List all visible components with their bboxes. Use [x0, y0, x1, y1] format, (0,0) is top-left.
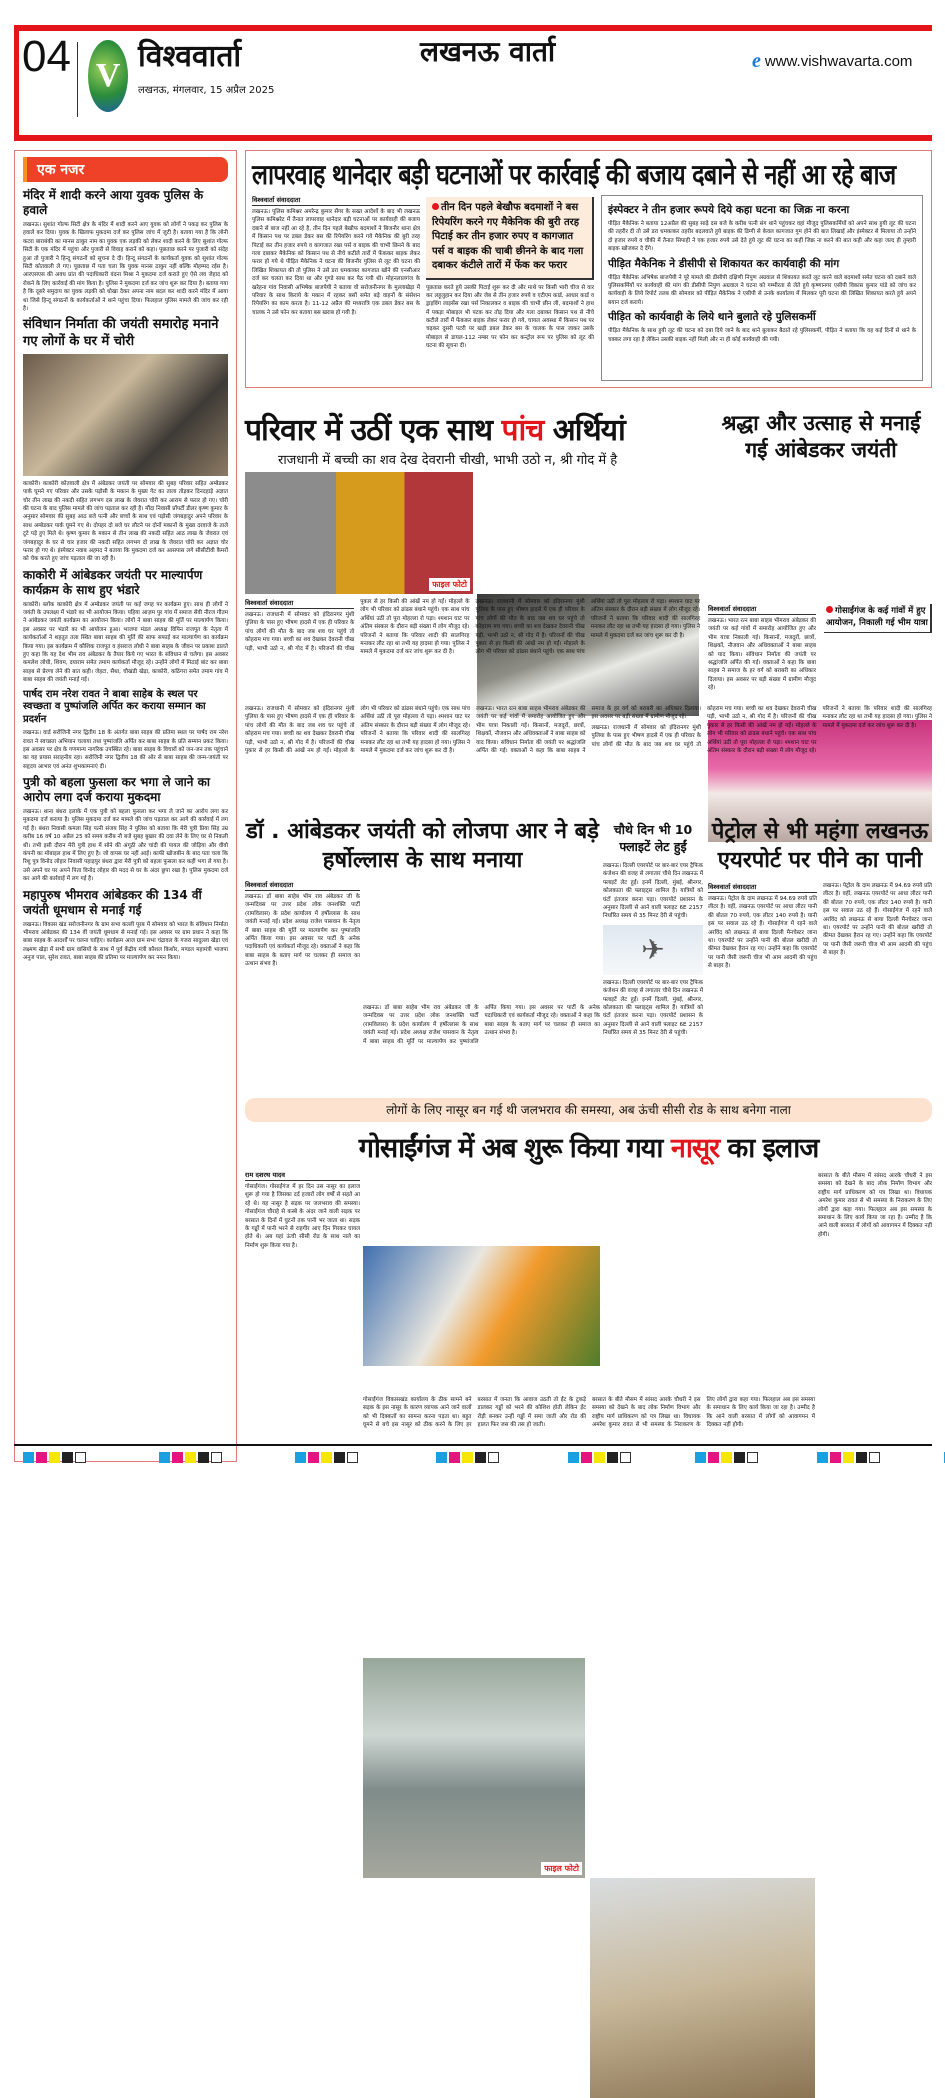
funeral-subheadline: राजधानी में बच्ची का शव देख देवरानी चीखी, भाभी उठो न, श्री गोद में है	[278, 453, 618, 468]
story-body: लखनऊ। दिल्ली एयरपोर्ट पर बार-बार एयर ट्रैफिक कंजेशन की वजह से लगातार चौथे दिन लखनऊ में फ्लाइटें लेट हुईं। इनमें दिल्ली, मुंबई, श्रीनगर, कोलकाता की फ्लाइट्स शामिल हैं। यात्रियों को घंटों इंतजार करना पड़ा। एयरपोर्ट प्रशासन के अनुसार दिल्ली से आने वाली फ्लाइट 6E 2157 निर्धारित समय से 35 मिनट देरी से पहुंची।	[603, 979, 703, 1037]
subheading: पीड़ित को कार्यवाही के लिये थाने बुलाते रहे पुलिसकर्मी	[608, 311, 816, 324]
story-body: बरसात के बीते मौसम में सांसद आरके चौधरी ने इस समस्या को देखने के बाद लोक निर्माण विभाग और राष्ट्रीय मार्ग प्राधिकरण को पत्र लिखा था। विधायक अमरेश कुमार रावत से भी समस्या के निराकरण के लिए लोगों द्वारा कहा गया। फिलहाल अब इस समस्या के समाधान के लिए कार्य किया जा रहा है। उम्मीद है कि आने वाली बरसात में लोगों को आवागमन में दिक्कत नहीं होगी।	[818, 1173, 932, 1238]
color-bar	[436, 1452, 499, 1463]
highlight-box	[824, 604, 932, 633]
story-body: लखनऊ। भारत रत्न बाबा साहब भीमराव अंबेडकर की जयंती पर कई गांवों में समारोह आयोजित हुए और भीम यात्रा निकाली गई। किसानों, मजदूरों, छात्रों, शिक्षकों, नौजवान और अधिवक्ताओं ने बाबा साहब को याद किया। संविधान निर्माता की जयंती पर श्रद्धांजलि अर्पित की गई। वक्ताओं ने कहा कि बाबा साहब ने समाज के हर वर्ग को बराबरी का अधिकार दिलाया। इस अवसर पर बड़ी संख्या में ग्रामीण मौजूद रहे।	[476, 706, 701, 754]
airplane-icon: ✈	[603, 925, 703, 975]
petrol-headline: पेट्रोल से भी महंगा लखनऊ एयरपोर्ट पर पीने का पानी	[711, 819, 929, 873]
photo-caption: फाइल फोटो	[541, 1862, 582, 1875]
story-body: लखनऊ। राजधानी में सोमवार को इंदिरानगर मुंशी पुलिया के पास हुए भीषण हादसे में एक ही परिवार के पांच लोगों की मौत के बाद जब शव घर पहुंचे तो कोहराम मच गया। बच्ची का शव देखकर देवरानी चीख पड़ी, भाभी उठो न, श्री गोद में है। परिजनों की चीख पुकार से हर किसी की आंखें नम हो गईं। मोहल्ले के लोग भी परिवार को ढांढस बंधाने पहुंचे। एक साथ पांच अर्थियां उठीं तो पूरा मोहल्ला रो पड़ा। श्मशान घाट पर अंतिम संस्कार के दौरान बड़ी संख्या में लोग मौजूद रहे। परिजनों ने बताया कि परिवार शादी की सालगिरह मनाकर लौट रहा था तभी यह हादसा हो गया। पुलिस ने मामले में मुकदमा दर्ज कर जांच शुरू कर दी है।	[591, 706, 932, 754]
byline: विश्ववार्ता संवाददाता	[708, 882, 817, 893]
highlight-text: गोसाईंगंज के कई गांवों में हुए आयोजन, निकाली गई भीम यात्रा	[826, 606, 928, 628]
funeral-headline: परिवार में उठीं एक साथ पांच अर्थियां	[245, 413, 625, 448]
story-body: काकोरी। ब्लॉक काकोरी क्षेत्र में अम्बेडकर जयंती पर कई जगह पर कार्यक्रम हुए। साथ ही लोगों ने जयंती के उपलक्ष्य में भंडारे का भी आयोजन किया। पहिया आज़म पुर गांव में समाज सेवी नीरज गौतम ने आंबेडकर जयंती कार्यक्रम का आयोजन किया। लोगों ने बाबा साहब की मूर्ति पर माल्यार्पण किया। इस अवसर पर भंडारे का भी आयोजन हुआ। भाजपा मंडल अध्यक्ष विपिन राजपूत के नेतृत्व में कार्यकर्ताओं ने शहतूत तला स्थित बाबा साहब की मूर्ति की साफ सफाई कर माल्यार्पण का कार्यक्रम किया गया। इस कार्यक्रम में कौशिक राजपूत व हंसराज लोधी ने बाबा साहब के जीवन पर प्रकाश डालते हुए कहा कि यह देश भीम राव अंबेडकर के तैयार किये गए भारत के संविधान से चलेगा। इस अवसर कमलेश लोधी, शिवम, दयाराम समेत तमाम कार्यकर्ता मौजूद रहे। उन्होंने लोगों में मिठाई बांट कर बाबा साहब से प्रेरणा लेने की बात कही। जेहटा, सैथा, चौखंडी खेड़ा, काकोरी, कठिंगरा समेत तमाम गांव में बाबा साहब की जयंती मनाई गई।	[23, 601, 228, 684]
byline: विश्ववार्ता संवाददाता	[708, 604, 816, 615]
story-body: गोसाईंगंज विकासखंड कार्यालय के ठीक सामने बने सड़क के इस नासूर के कारण व्यापक आने जाने वालों को भी दिक्कतों का सामना करना पड़ता था। बहुत घूमने से बचे इस नासूर को ठीक करने के लिए हर बरसात में जनता कि आवाज उठती तो ईंट के टुकड़े डालकर गड्ढों को भरने की कोशिश होती लेकिन ईंट रोड़ी बनकर उन्हीं गड्ढों में समा जाती और रोड की हालत फिर जस की तस हो जाती।	[363, 1397, 586, 1429]
bullet-icon	[432, 203, 439, 210]
road-photo	[590, 1878, 815, 2098]
story-body: गोसाईंगंज। गोसाईंगंज में हर दिन उस नासूर का इलाज शुरू हो गया है जिसका दर्द हजारों लोग वर्षों से सहते आ रहे थे। यह नासूर है सड़क पर जलभराव की समस्या। गोसाईंगंज चौराहे से कस्बे के अंदर जाने वाली सड़क पर बरसात के दिनों में घुटनों तक पानी भर जाता था। सड़क के गड्ढों में पानी भरने से राहगीर आए दिन गिरकर घायल होते थे। अब यहां ऊंची सीसी रोड के साथ नाले का निर्माण शुरू किया गया है।	[245, 1184, 360, 1249]
story-body: लखनऊ। विकास खंड सरोजनीनगर के ग्राम सभा कल्ली पूरब में सोमवार को भारत के संविधान निर्माता भीमराव आंबेडकर की 134 वीं जयंती धूमधाम से मनाई गई। इस अवसर पर ग्राम प्रधान ने कहा कि बाबा साहब के आदर्शों पर चलना चाहिए। कार्यक्रम आज ग्राम सभा चंद्रावल के गजरा सादुल्ला खेड़ा एवं लक्ष्मण खेड़ा में सभी ग्राम वासियों के साथ में पूर्व केंद्रीय मंत्री कौशल किशोर, मण्डल महामंत्री भाजपा अनुज पाल, सुरेश रावत, बाबा साहब की प्रतिमा पर माल्यार्पण कर नमन किया।	[23, 921, 228, 962]
byline: विश्ववार्ता संवाददाता	[252, 195, 420, 206]
page-number: 04	[22, 32, 71, 81]
story-body: लखनऊ। सुशांत गोल्फ सिटी क्षेत्र के मंदिर में शादी करने आए युवक को लोगों ने पकड़ कर पुलिस के हवाले कर दिया। युवक के खिलाफ मुकदमा दर्ज कर पुलिस जांच में जुटी है। बताया गया है कि लोनी कटरा बाराबंकी का मानस ठाकुर नाम का युवक एक लड़की को लेकर शादी करने के लिए सुशांत गोल्फ सिटी के एक मंदिर में पहुंचा और पुजारी से विवाह कराने को कहा। पूछताछ करने पर पुजारी को संदेह हुआ तो पुजारी ने हिन्दू संगठनों को सूचना दे दी। हिन्दू संगठनों के कार्यकर्ता युवक को सुशांत गोल्फ सिटी कोतवाली ले गए। पूछताछ में पता चला कि युवक मानस ठाकुर नहीं बल्कि मोहम्मद रईस है। आरएसएस की अवध प्रांत की पदाधिकारी वंदना मिश्रा ने मुकदमा दर्ज कराते हुए ऐसे लव जेहाद को रोकने के लिए कार्रवाई की मांग किया है। पुलिस ने मुकदमा दर्ज कर जांच शुरू कर दिया है। बताया गया है कि दूसरे समुदाय का युवक लड़की को धोखा देकर अपना नाम बदल कर शादी करने मंदिर में आया था जिसे हिन्दू संगठनों के कार्यकर्ताओं ने थाने पहुंचा दिया। फिलहाल पुलिस मामले की जांच कर रही है।	[23, 222, 228, 312]
color-bar	[817, 1452, 880, 1463]
page-bottom-rule	[14, 1444, 932, 1446]
byline: विश्ववार्ता संवाददाता	[245, 880, 360, 891]
ambedkar-headline: श्रद्धा और उत्साह से मनाई गई आंबेडकर जयंती	[721, 411, 921, 463]
color-bar	[695, 1452, 758, 1463]
anniversary-photo	[245, 472, 473, 594]
highlight-text: तीन दिन पहले बेखौफ बदमाशों ने बस रिपेयरिंग करने गए मैकेनिक की बुरी तरह पिटाई कर तीन हजार रुपए व कागजात पर्स व बाइक की चाबी छीनने के बाद गला दबाकर कंटीले तारों में फेंक कर फरार	[432, 202, 584, 271]
story-body: लखनऊ। दिल्ली एयरपोर्ट पर बार-बार एयर ट्रैफिक कंजेशन की वजह से लगातार चौथे दिन लखनऊ में फ्लाइटें लेट हुईं। इनमें दिल्ली, मुंबई, श्रीनगर, कोलकाता की फ्लाइट्स शामिल हैं। यात्रियों को घंटों इंतजार करना पड़ा। एयरपोर्ट प्रशासन के अनुसार दिल्ली से आने वाली फ्लाइट 6E 2157 निर्धारित समय से 35 मिनट देरी से पहुंची।	[603, 863, 703, 920]
photo-caption: फाइल फोटो	[429, 578, 470, 591]
highlight-box	[426, 197, 594, 280]
gosaiganj-headline: गोसाईंगंज में अब शुरू किया गया नासूर का इलाज	[358, 1133, 819, 1164]
subheading: पीड़ित मैकेनिक ने डीसीपी से शिकायत कर कार्यवाही की मांग	[608, 257, 840, 270]
paper-title: विश्ववार्ता	[138, 39, 242, 74]
website-url[interactable]: www.vishwavarta.com	[764, 53, 913, 70]
story-body: पीड़ित मैकेनिक ने बताया 12अप्रैल की सुबह साढ़े दस बजे के करीब पत्नी संग थाने पहुंचकर वहां मौजूद पुलिसकर्मियों को अपने साथ हुयी लूट की घटना की तहरीर दी तो उसे डरा धमकाकर तहरीर बदलवाते हुये बाइक की डिग्गी से केवल कागजात गुम होने की बात लिखाई और इंस्पेक्टर से मिलाया तो उन्होंने दो हजार रुपये व चौकी में तैनात सिपाही ने एक हजार रुपये उसे देते हुये लूट की घटना का कहीं जिक्र ना करने की बात कही और कहा जल्द ही तुम्हारी बाइक खोजकर दे देंगे।	[608, 221, 916, 253]
story-body: लखनऊ। वार्ड सरोजिनी नगर द्वितीय 18 के अंतर्गत बाबा साहब की प्रतिमा स्थल पर पार्षद राम नरेश रावत ने स्वच्छता अभियान चलाया तथा पुष्पांजलि अर्पित कर बाबा साहब के प्रति सम्मान प्रकट किया। इस अवसर पर क्षेत्र के गणमान्य नागरिक उपस्थित रहे। बाबा साहब के विचारों को जन-जन तक पहुंचाने का यह प्रयास सराहनीय रहा। सरोजिनी नगर द्वितीय 18 की ओर से बाबा साहब की जन्म-जयंती पर सहृदय आभार एवं अनंत शुभकामनाएं दी।	[23, 730, 228, 770]
story-body: लखनऊ। डॉ बाबा साहेब भीम राव अंबेडकर जी के जन्मदिवस पर उत्तर प्रदेश लोक जनशक्ति पार्टी (रामविलास) के प्रदेश कार्यालय में हर्षोल्लास के साथ जयंती मनाई गई। प्रदेश अध्यक्ष राजेश पासवान के नेतृत्व में बाबा साहब की मूर्ति पर माल्यार्पण कर पुष्पांजलि अर्पित किया गया। इस अवसर पर पार्टी के अनेक पदाधिकारी एवं कार्यकर्ता मौजूद रहे। वक्ताओं ने कहा कि बाबा साहब के बताए मार्ग पर चलकर ही समाज का उत्थान संभव है।	[245, 894, 360, 968]
ljp-photo	[363, 1246, 600, 1366]
flights-headline: चौथे दिन भी 10 फ्लाइटें लेट हुईं	[613, 822, 693, 854]
story-body: लखनऊ। डॉ बाबा साहेब भीम राव अंबेडकर जी के जन्मदिवस पर उत्तर प्रदेश लोक जनशक्ति पार्टी (रामविलास) के प्रदेश कार्यालय में हर्षोल्लास के साथ जयंती मनाई गई। प्रदेश अध्यक्ष राजेश पासवान के नेतृत्व में बाबा साहब की मूर्ति पर माल्यार्पण कर पुष्पांजलि अर्पित किया गया। इस अवसर पर पार्टी के अनेक पदाधिकारी एवं कार्यकर्ता मौजूद रहे। वक्ताओं ने कहा कि बाबा साहब के बताए मार्ग पर चलकर ही समाज का उत्थान संभव है।	[363, 1005, 600, 1045]
story-headline: पुत्री को बहला फुसला कर भगा ले जाने का आरोप लगा दर्ज कराया मुकदमा	[23, 775, 210, 805]
story-body: लखनऊ। राजधानी में सोमवार को इंदिरानगर मुंशी पुलिया के पास हुए भीषण हादसे में एक ही परिवार के पांच लोगों की मौत के बाद जब शव घर पहुंचे तो कोहराम मच गया। बच्ची का शव देखकर देवरानी चीख पड़ी, भाभी उठो न, श्री गोद में है। परिजनों की चीख पुकार से हर किसी की आंखें नम हो गईं। मोहल्ले के लोग भी परिवार को ढांढस बंधाने पहुंचे। एक साथ पांच अर्थियां उठीं तो पूरा मोहल्ला रो पड़ा। श्मशान घाट पर अंतिम संस्कार के दौरान बड़ी संख्या में लोग मौजूद रहे। परिजनों ने बताया कि परिवार शादी की सालगिरह मनाकर लौट रहा था तभी यह हादसा हो गया। पुलिस ने मामले में मुकदमा दर्ज कर जांच शुरू कर दी है।	[475, 599, 700, 656]
browser-icon: e	[752, 50, 761, 72]
byline: राम दशरथ यादव	[245, 1170, 360, 1181]
color-bar	[568, 1452, 631, 1463]
bullet-icon	[826, 606, 833, 613]
story-headline: काकोरी में आंबेडकर जयंती पर माल्यार्पण कार्यक्रम के साथ हुए भंडारे	[23, 567, 203, 597]
lead-headline: लापरवाह थानेदार बड़ी घटनाओं पर कार्रवाई की बजाय दबाने से नहीं आ रहे बाज	[252, 158, 896, 191]
story-body: लखनऊ। पुलिस कमिश्नर अमरेन्द्र कुमार सेंगर के सख्त आदेशों के बाद भी लखनऊ पुलिस कमिश्नरेट में तैनात लापरवाह थानेदार बड़ी घटनाओं पर कार्यवाही की बजाय दबाने से बाज नहीं आ रहे है, तीन दिन पहले बेखौफ बदमाशों ने बिजनौर थाना क्षेत्र में किसान पथ पर डबल डेकर बस की रिपेयरिंग करने गये मैकेनिक की बुरी तरह पिटाई कर तीन हजार रुपये व कागजात रखा पर्स व बाइक की चाभी छिनने के बाद गला दबाकर मैकेनिक को किसान पथ से नीचे कटीले तारों में फेंककर बाइक लेकर फरार हो गये थे पीड़ित मैकेनिक ने घटना की बिजनौर पुलिस से लूट की घटना की लिखित शिकायत की तो पुलिस ने उसे डरा धमकाकर कागजात खोने की एनसीआर दर्ज कर चलता कर दिया था और गुण्डे साथ कर पैठ गयी थी। मोहनलालगंज के खरेहना गांव निवासी अभिषेक बाजपेयी ने बताया वो सरोजनीनगर के मुल्लाखेड़ा में परिवार के साथ किराये के मकान में रहकर बसों समेत बड़े वाहनों के संसेशन रिपेयरिंग का काम करता है। 11-12 अप्रैल की मध्यरात्रि एक डबल डेकर बस के चालक ने उसे फोन कर बताया बस खराब हो गयी है।	[252, 209, 420, 316]
subheading: इंस्पेक्टर ने तीन हजार रूपये दिये कहा घटना का जिक्र ना करना	[608, 204, 850, 216]
lead-story	[245, 150, 932, 388]
story-body: लखनऊ। भारत रत्न बाबा साहब भीमराव अंबेडकर की जयंती पर कई गांवों में समारोह आयोजित हुए और भीम यात्रा निकाली गई। किसानों, मजदूरों, छात्रों, शिक्षकों, नौजवान और अधिवक्ताओं ने बाबा साहब को याद किया। संविधान निर्माता की जयंती पर श्रद्धांजलि अर्पित की गई। वक्ताओं ने कहा कि बाबा साहब ने समाज के हर वर्ग को बराबरी का अधिकार दिलाया। इस अवसर पर बड़ी संख्या में ग्रामीण मौजूद रहे।	[708, 618, 816, 692]
color-bar	[23, 1452, 86, 1463]
story-body: काकोरी। काकोरी कोतवाली क्षेत्र में अंबेडकर जयंती पर सोमवार की सुबह परिवार सहित अम्बेडकर पार्क घूमने गए परिवार और उसके पड़ोसी के मकान के मुख्य गेट का ताला तोड़कर दिनदहाड़े अज्ञात चोर तीन लाख की नकदी सहित लगभग दस लाख के जेवरात चोरी कर आराम से फरार हो गए। चोरी की घटना के बाद पुलिस मामले की जांच पड़ताल कर रही है। मौंदा निवासी प्रॉपर्टी डीलर कृष्ण कुमार के अनुसार सोमवार की सुबह आठ बजे पत्नी और बच्चों के साथ एवं पड़ोसी जंगबहादुर अपने परिवार के साथ अम्बेडकर पार्क घूमने गए थे। दोपहर दो बजे घर लौटने पर दोनों मकानों के मुख्य दरवाजे के ताले टूटे पड़े हुए मिले थे। कृष्ण कुमार के मकान से तीन लाख की नकदी सहित आठ लाख के जेवरात एवं जंगबहादुर के घर से चार हजार की नकदी सहित लगभग दो लाख के जेवरात चोरी कर अज्ञात चोर फरार हो गए थे। इंस्पेक्टर नवाब अहमद ने बताया कि मुकदमा दर्ज कर आसपास लगे सीसीटीवी कैमरों को चेक करते हुए जांच पड़ताल की जा रही है।	[23, 480, 228, 563]
gosaiganj-banner: लोगों के लिए नासूर बन गई थी जलभराव की समस्या, अब ऊंची सीसी रोड के साथ बनेगा नाला	[245, 1098, 932, 1122]
divider	[77, 42, 78, 117]
story-body: लखनऊ। राजधानी में सोमवार को इंदिरानगर मुंशी पुलिया के पास हुए भीषण हादसे में एक ही परिवार के पांच लोगों की मौत के बाद जब शव घर पहुंचे तो कोहराम मच गया। बच्ची का शव देखकर देवरानी चीख पड़ी, भाभी उठो न, श्री गोद में है। परिजनों की चीख पुकार से हर किसी की आंखें नम हो गईं। मोहल्ले के लोग भी परिवार को ढांढस बंधाने पहुंचे। एक साथ पांच अर्थियां उठीं तो पूरा मोहल्ला रो पड़ा। श्मशान घाट पर अंतिम संस्कार के दौरान बड़ी संख्या में लोग मौजूद रहे। परिजनों ने बताया कि परिवार शादी की सालगिरह मनाकर लौट रहा था तभी यह हादसा हो गया। पुलिस ने मामले में मुकदमा दर्ज कर जांच शुरू कर दी है।	[245, 599, 470, 656]
story-body: पूछताछ करते हुये उसकी पिटाई शुरू कर दी और माथे पर किसी भारी चीज से वार कर लहूलुहान कर दिया और जेब से तीन हजार रुपये व एटीएम कार्ड, आधार कार्ड व ड्राइविंग लाइसेंस रखा पर्स निकालकर व बाइक की चाभी छीन ली, बदमाशों ने हाथ में पकड़ा मोबाइल भी पटक कर तोड़ दिया और गला दबाकर किसान पथ से नीचे कटीले तारों में फेंककर बाइक लेकर फरार हो गये, घायल अवस्था में किसान पथ पर चढ़कर दूसरी पटरी पर खड़ी डबल डेकर बस के चालक के पास जाकर उसके मोबाइल से डायल-112 नम्बर पर फोन कर कन्ट्रोल रूम पर पुलिस को लूट की घटना की सूचना दी।	[426, 284, 594, 350]
story-headline: महापुरुष भीमराव आंबेडकर की 134 वीं जयंती धूमधाम से मनाई गई	[23, 887, 202, 917]
color-bar	[295, 1452, 358, 1463]
waterlogging-photo	[363, 1658, 585, 1878]
ek-nazar-column	[14, 150, 237, 1462]
byline: विश्ववार्ता संवाददाता	[245, 598, 354, 609]
story-body: पीड़ित मैकेनिक के साथ हुयी लूट की घटना को दबा दिये जाने के बाद थाने बुलाकर बैठाते रहे पुलिसकर्मी, पीड़ित ने बताया कि वह कई दिनों से थाने के चक्कर लगा रहा है लेकिन उसकी बाइक नहीं मिली और ना ही कोई कार्यवाही की गयी।	[608, 328, 916, 343]
paper-logo-icon: V	[88, 40, 128, 112]
story-headline: मंदिर में शादी करने आया युवक पुलिस के हवाले	[23, 188, 204, 217]
story-headline: पार्षद राम नरेश रावत ने बाबा साहेब के स्थल पर स्वच्छता व पुष्पांजलि अर्पित कर कराया सम्मान का प्रदर्शन	[23, 688, 206, 725]
story-body: पीड़ित मैकेनिक अभिषेक बाजपेयी ने पूरे मामले की डीसीपी दक्षिणी निपुण अग्रवाल से शिकायत करते लूट करने वाले बदमाशों समेत घटना को दबाने वाले पुलिसकर्मियों पर कार्यवाही की मांग की डीसीपी निपुण अग्रवाल ने घटना को गम्भीरता से लेते हुये कृष्णानगर एसीपी विकास कुमार पांडे को जांच कर कार्यवाही के लिये रिपोर्ट तलब की सोमवार को पीड़ित मैकेनिक ने एसीपी से उनके कार्यालय में मिलकर पूरी घटना की लिखित शिकायत करते हुये अपने बयान दर्ज कराये।	[608, 274, 916, 306]
dateline: लखनऊ, मंगलवार, 15 अप्रैल 2025	[138, 85, 275, 96]
website[interactable]	[752, 50, 912, 73]
story-body: लखनऊ। राजधानी में सोमवार को इंदिरानगर मुंशी पुलिया के पास हुए भीषण हादसे में एक ही परिवार के पांच लोगों की मौत के बाद जब शव घर पहुंचे तो कोहराम मच गया। बच्ची का शव देखकर देवरानी चीख पड़ी, भाभी उठो न, श्री गोद में है। परिजनों की चीख पुकार से हर किसी की आंखें नम हो गईं। मोहल्ले के लोग भी परिवार को ढांढस बंधाने पहुंचे। एक साथ पांच अर्थियां उठीं तो पूरा मोहल्ला रो पड़ा। श्मशान घाट पर अंतिम संस्कार के दौरान बड़ी संख्या में लोग मौजूद रहे। परिजनों ने बताया कि परिवार शादी की सालगिरह मनाकर लौट रहा था तभी यह हादसा हो गया। पुलिस ने मामले में मुकदमा दर्ज कर जांच शुरू कर दी है।	[245, 706, 470, 754]
section-title: लखनऊ वार्ता	[420, 35, 556, 68]
ljp-headline: डॉ . आंबेडकर जयंती को लोजपा आर ने बड़े हर्षोल्लास के साथ मनाया	[246, 819, 599, 873]
ek-nazar-label: एक नजर	[23, 157, 228, 182]
story-headline: संविधान निर्माता की जयंती समारोह मनाने गए लोगों के घर में चोरी	[23, 317, 219, 349]
color-bar	[159, 1452, 222, 1463]
story-body: लखनऊ। थाना बंथरा इलाके में एक पुत्री को बहला फुसला कर भगा ले जाने का आरोप लगा कर मुकदमा दर्ज कराया है। पुलिस मुकदमा दर्ज कर मामले की जांच पड़ताल कर आगे की कार्रवाई में लग गई है। बंथरा निवासी कमला सिंह पत्नी संजय सिंह ने पुलिस को बताया कि मेरी पुत्री प्रिया सिंह उम्र करीब 16 वर्ष 10 अप्रैल 25 को समय करीब नौ बजे सुबह बुखार की दवा लेने के लिए घर से निकली थी। तभी इसी दौरान मेरी पुत्री हाथ में सोने की अंगूठी और चांदी की पायल की जोड़िया और वीवो कंपनी का मोबाइल हाथ में लिए हुए है। जो वापस घर नहीं आई। काफी खोजबीन के बाद पता चला कि रिशु पुत्र विनोद लोहार निवासी पहाड़पुर बंथरा द्वारा मेरी पुत्री को बहला फुसला कर कहीं भगा ले गया है। उसे अपने घर पर अपने पिता विनोद लोहार की मदद से घर के अंदर छुपा रखा है। पुलिस मुकदमा दर्ज कर आगे की कार्रवाई में लग गई है।	[23, 809, 228, 883]
story-body: बरसात के बीते मौसम में सांसद आरके चौधरी ने इस समस्या को देखने के बाद लोक निर्माण विभाग और राष्ट्रीय मार्ग प्राधिकरण को पत्र लिखा था। विधायक अमरेश कुमार रावत से भी समस्या के निराकरण के लिए लोगों द्वारा कहा गया। फिलहाल अब इस समस्या के समाधान के लिए कार्य किया जा रहा है। उम्मीद है कि आने वाली बरसात में लोगों को आवागमन में दिक्कत नहीं होगी।	[592, 1397, 815, 1429]
story-body: लखनऊ। पेट्रोल के दाम लखनऊ में 94.69 रुपये प्रति लीटर है। वहीं, लखनऊ एयरपोर्ट पर आधा लीटर पानी की बोतल 70 रुपये, एक लीटर 140 रुपये है। यानी इस पर सवाल उठ रहे हैं। गोसाईंगंज में रहने वाले अरविंद को लखनऊ से बाया दिल्ली मैनचेस्टर जाना था। एयरपोर्ट पर उन्होंने पानी की बोतल खरीदी तो कीमत देखकर हैरान रह गए। उन्होंने कहा कि एयरपोर्ट पर पानी जैसी जरूरी चीज भी आम आदमी की पहुंच से बाहर है।	[823, 883, 932, 957]
story-body: लखनऊ। पेट्रोल के दाम लखनऊ में 94.69 रुपये प्रति लीटर है। वहीं, लखनऊ एयरपोर्ट पर आधा लीटर पानी की बोतल 70 रुपये, एक लीटर 140 रुपये है। यानी इस पर सवाल उठ रहे हैं। गोसाईंगंज में रहने वाले अरविंद को लखनऊ से बाया दिल्ली मैनचेस्टर जाना था। एयरपोर्ट पर उन्होंने पानी की बोतल खरीदी तो कीमत देखकर हैरान रह गए। उन्होंने कहा कि एयरपोर्ट पर पानी जैसी जरूरी चीज भी आम आदमी की पहुंच से बाहर है।	[708, 896, 817, 970]
theft-photo	[23, 354, 228, 476]
